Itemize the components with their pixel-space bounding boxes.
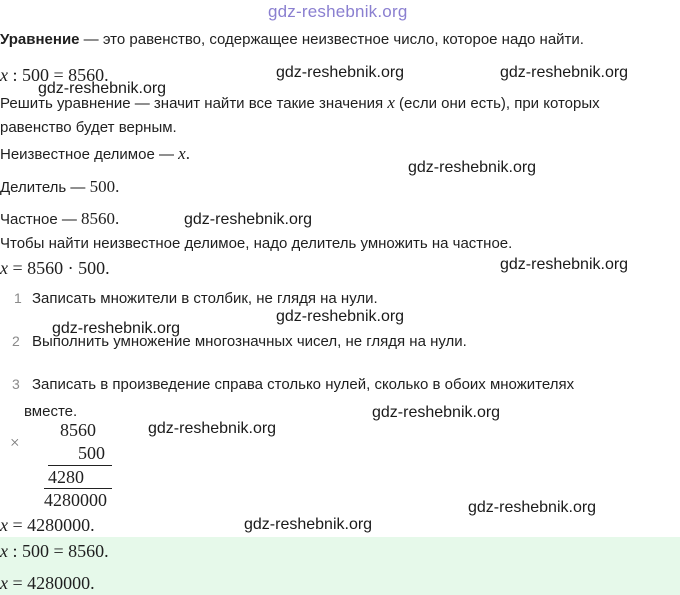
rule-text: Чтобы найти неизвестное делимое, надо делитель умножить на частное. — [0, 235, 513, 252]
quotient-label: Частное — — [0, 211, 82, 228]
unknown-dividend-value: x — [178, 144, 186, 163]
unknown-dividend-label: Неизвестное делимое — — [0, 146, 179, 163]
definition-term: Уравнение — [0, 31, 80, 48]
watermark: gdz-reshebnik.org — [148, 420, 277, 437]
watermark: gdz-reshebnik.org — [372, 404, 501, 421]
equation-variable: x — [0, 65, 8, 85]
answer-variable: x — [0, 573, 8, 593]
site-watermark: gdz-reshebnik.org — [268, 2, 408, 21]
watermark: gdz-reshebnik.org — [38, 80, 167, 97]
formula — [0, 258, 110, 278]
divisor-value: 500. — [89, 177, 120, 196]
answer-equation: : 500 = 8560. — [8, 541, 109, 561]
solve-definition-line2: равенство будет верным. — [0, 119, 177, 136]
answer-value: = 4280000. — [8, 573, 95, 593]
solve-definition-variable: x — [387, 93, 395, 112]
answer-variable: x — [0, 541, 8, 561]
step-number: 2 — [12, 333, 20, 349]
column-partial-product: 4280 — [48, 467, 84, 487]
column-divider-1 — [48, 465, 112, 466]
step-text-continued: вместе. — [24, 403, 78, 420]
answer-line-2 — [0, 573, 95, 593]
divisor — [0, 177, 119, 197]
multiplication-sign: × — [10, 433, 20, 452]
solve-definition-tail: (если они есть), при которых — [399, 95, 600, 112]
formula-body: = 8560 · 500. — [8, 258, 110, 278]
step-text: Записать в произведение справа столько нулей, сколько в обоих множителях — [32, 376, 575, 393]
watermark: gdz-reshebnik.org — [244, 516, 373, 533]
equation-body: : 500 = 8560. — [8, 65, 109, 85]
step-text: Выполнить умножение многозначных чисел, не глядя на нули. — [32, 333, 467, 350]
result-line — [0, 515, 95, 535]
divisor-label: Делитель — — [0, 179, 90, 196]
unknown-dividend — [0, 144, 190, 164]
unknown-dividend-end: . — [185, 144, 190, 163]
step-number: 1 — [14, 290, 22, 306]
column-factor-2: 500 — [78, 443, 105, 463]
watermark: gdz-reshebnik.org — [500, 64, 629, 81]
column-result: 4280000 — [44, 490, 107, 510]
definition-paragraph — [0, 31, 584, 49]
watermark: gdz-reshebnik.org — [276, 308, 405, 325]
column-divider-2 — [44, 488, 112, 489]
result-body: = 4280000. — [8, 515, 95, 535]
solve-definition-text: Решить уравнение — значит найти все такие значения — [0, 95, 384, 112]
watermark: gdz-reshebnik.org — [408, 159, 537, 176]
watermark: gdz-reshebnik.org — [52, 320, 181, 337]
watermark: gdz-reshebnik.org — [276, 64, 405, 81]
quotient-value: 8560. — [81, 209, 120, 228]
column-factor-1: 8560 — [60, 420, 96, 440]
watermark: gdz-reshebnik.org — [468, 499, 597, 516]
watermark: gdz-reshebnik.org — [500, 256, 629, 273]
watermark: gdz-reshebnik.org — [184, 211, 313, 228]
result-variable: x — [0, 515, 8, 535]
answer-line-1 — [0, 541, 109, 561]
formula-variable: x — [0, 258, 8, 278]
definition-text: — это равенство, содержащее неизвестное число, которое надо найти. — [79, 31, 584, 48]
quotient — [0, 209, 119, 229]
step-text: Записать множители в столбик, не глядя на нули. — [32, 290, 378, 307]
step-number: 3 — [12, 376, 20, 392]
